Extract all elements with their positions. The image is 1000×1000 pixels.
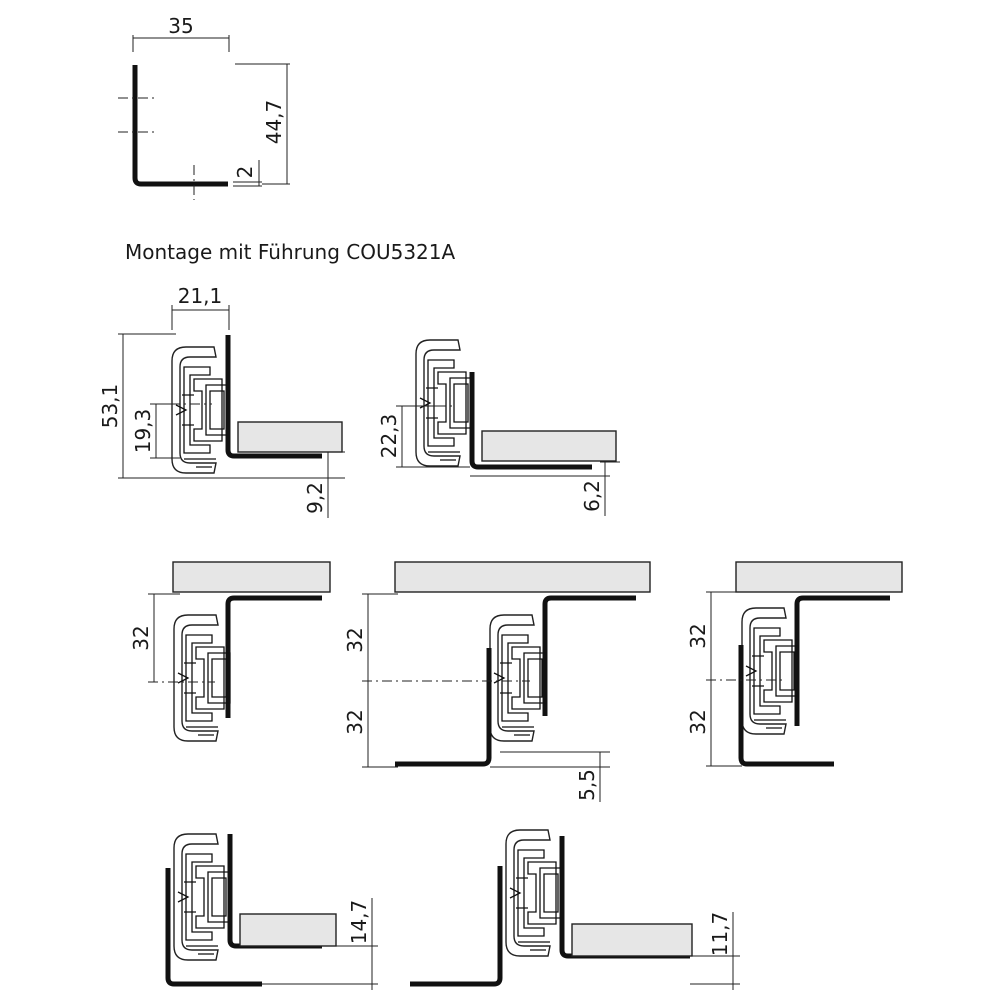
drawer-panel xyxy=(736,562,902,592)
mount4-bottom-label: 32 xyxy=(343,709,367,735)
drawer-panel xyxy=(395,562,650,592)
angle-profile xyxy=(118,14,290,200)
mount-variant-1 xyxy=(98,284,345,518)
mount3-top-label: 32 xyxy=(129,625,153,651)
mount5-bottom-label: 32 xyxy=(686,709,710,735)
drawer-panel xyxy=(482,431,616,461)
mount2-offset-label: 6,2 xyxy=(580,480,604,512)
runner-profile xyxy=(174,615,230,741)
runner-profile xyxy=(490,615,546,741)
angle-bracket xyxy=(410,866,500,984)
mount-variant-7 xyxy=(410,830,740,990)
mount-variant-4 xyxy=(343,562,650,802)
runner-profile xyxy=(506,830,562,956)
angle-bracket-lower xyxy=(395,648,489,764)
mount4-offset-label: 5,5 xyxy=(575,769,599,801)
runner-profile xyxy=(174,834,230,960)
drawer-panel xyxy=(240,914,336,946)
runner-profile xyxy=(742,608,798,734)
drawer-panel xyxy=(572,924,692,956)
mount1-offset-label: 9,2 xyxy=(303,482,327,514)
mount6-offset-label: 14,7 xyxy=(347,899,371,945)
mount-variant-6 xyxy=(168,834,378,990)
mount4-top-label: 32 xyxy=(343,627,367,653)
drawer-panel xyxy=(173,562,330,592)
mount2-center-label: 22,3 xyxy=(377,413,401,459)
drawer-panel xyxy=(238,422,342,452)
angle-bracket xyxy=(135,65,228,184)
mount7-offset-label: 11,7 xyxy=(708,911,732,957)
angle-bracket-lower xyxy=(741,645,834,764)
profile-thickness-label: 2 xyxy=(233,165,257,179)
mount5-top-label: 32 xyxy=(686,623,710,649)
mount1-total-label: 53,1 xyxy=(98,383,122,429)
profile-height-label: 44,7 xyxy=(262,99,286,145)
angle-bracket xyxy=(228,598,322,718)
mount-variant-2 xyxy=(377,340,620,516)
runner-profile xyxy=(416,340,472,466)
diagram-caption: Montage mit Führung COU5321A xyxy=(125,240,456,264)
mount-variant-3 xyxy=(129,562,330,741)
mount1-width-label: 21,1 xyxy=(177,284,223,308)
runner-profile xyxy=(172,347,228,473)
mount1-center-label: 19,3 xyxy=(131,408,155,454)
mount-variant-5 xyxy=(686,562,902,766)
angle-bracket xyxy=(545,598,636,716)
angle-bracket xyxy=(797,598,890,726)
profile-width-label: 35 xyxy=(168,14,194,38)
